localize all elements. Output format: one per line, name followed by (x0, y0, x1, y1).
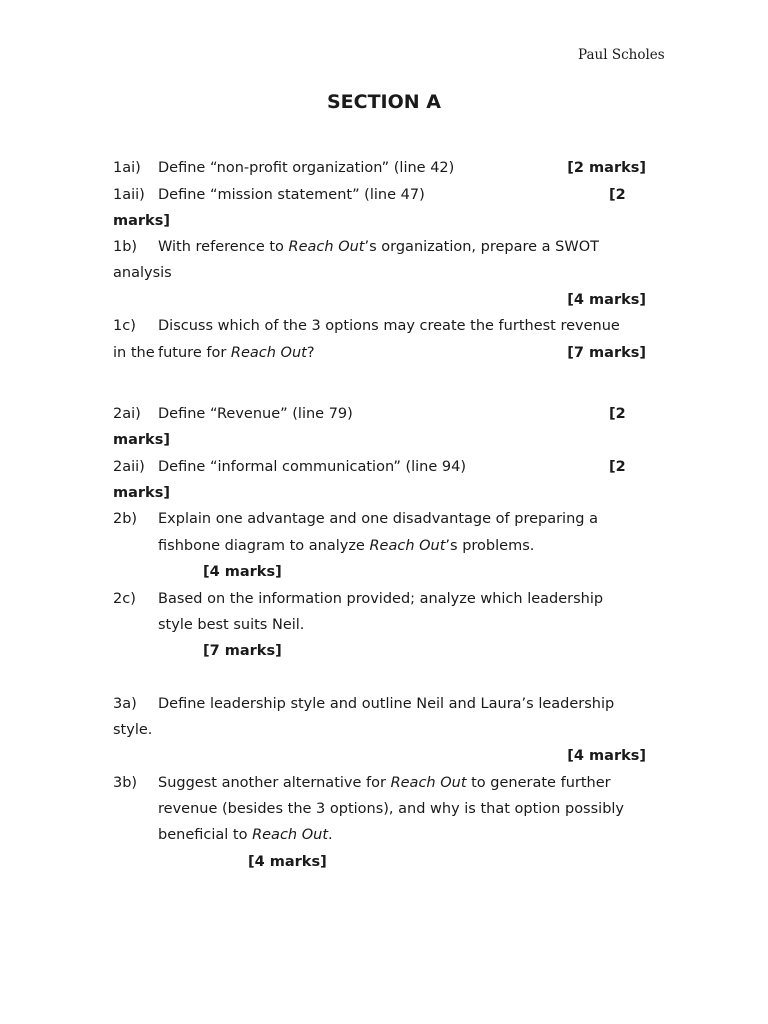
question-number: 2b) (113, 511, 138, 527)
question-number: 1ai) (113, 160, 141, 176)
question-number: 2ai) (113, 406, 141, 422)
question-number: 1aii) (113, 187, 145, 203)
text-part: future for (158, 345, 231, 361)
org-name: Reach Out (390, 775, 467, 791)
question-text-line3 (158, 826, 333, 844)
question-marks: [4 marks] (248, 854, 327, 870)
text-part: ’s problems. (445, 538, 535, 554)
org-name: Reach Out (369, 538, 446, 554)
question-text-line2: style best suits Neil. (158, 617, 305, 633)
question-text-line2: in the (113, 345, 155, 361)
question-marks: [4 marks] (203, 564, 282, 580)
question-number: 2c) (113, 591, 136, 607)
org-name: Reach Out (288, 239, 365, 255)
question-marks-close: marks] (113, 432, 170, 448)
text-part: ? (306, 345, 315, 361)
question-text-line2: style. (113, 722, 153, 738)
text-part: With reference to (158, 239, 289, 255)
author-name: Paul Scholes (578, 47, 665, 63)
text-part: to generate further (466, 775, 611, 791)
text-part: . (328, 827, 333, 843)
question-marks: [2 marks] (567, 160, 646, 176)
question-number: 3b) (113, 775, 138, 791)
section-title: SECTION A (326, 91, 441, 113)
question-text: Explain one advantage and one disadvantage of preparing a (158, 511, 598, 527)
question-text-line2: revenue (besides the 3 options), and why is that option possibly (158, 801, 625, 817)
question-marks: [7 marks] (203, 643, 282, 659)
question-marks: [4 marks] (567, 292, 646, 308)
question-text-line2: analysis (113, 265, 172, 281)
question-marks-open: [2 (609, 187, 626, 203)
question-text: Discuss which of the 3 options may create the furthest revenue (158, 318, 620, 334)
question-number: 3a) (113, 696, 137, 712)
question-number: 1b) (113, 239, 138, 255)
question-text: Define leadership style and outline Neil and Laura’s leadership (158, 696, 615, 712)
question-text: Define “non-profit organization” (line 42) (158, 160, 455, 176)
question-marks-open: [2 (609, 406, 626, 422)
org-name: Reach Out (252, 827, 329, 843)
question-text: Define “Revenue” (line 79) (158, 406, 353, 422)
question-marks-close: marks] (113, 485, 170, 501)
question-number: 1c) (113, 318, 136, 334)
text-part: Suggest another alternative for (158, 775, 391, 791)
question-text: Based on the information provided; analyze which leadership (158, 591, 604, 607)
question-marks: [7 marks] (567, 345, 646, 361)
question-text-line2 (158, 537, 534, 555)
question-number: 2aii) (113, 459, 145, 475)
question-text (158, 774, 611, 792)
question-text: Define “mission statement” (line 47) (158, 187, 425, 203)
text-part: ’s organization, prepare a SWOT (364, 239, 599, 255)
text-part: beneficial to (158, 827, 253, 843)
question-text (158, 238, 599, 256)
question-text-line2b (158, 344, 315, 362)
org-name: Reach Out (230, 345, 307, 361)
text-part: fishbone diagram to analyze (158, 538, 370, 554)
question-marks-close: marks] (113, 213, 170, 229)
question-marks: [4 marks] (567, 748, 646, 764)
question-marks-open: [2 (609, 459, 626, 475)
question-text: Define “informal communication” (line 94) (158, 459, 467, 475)
